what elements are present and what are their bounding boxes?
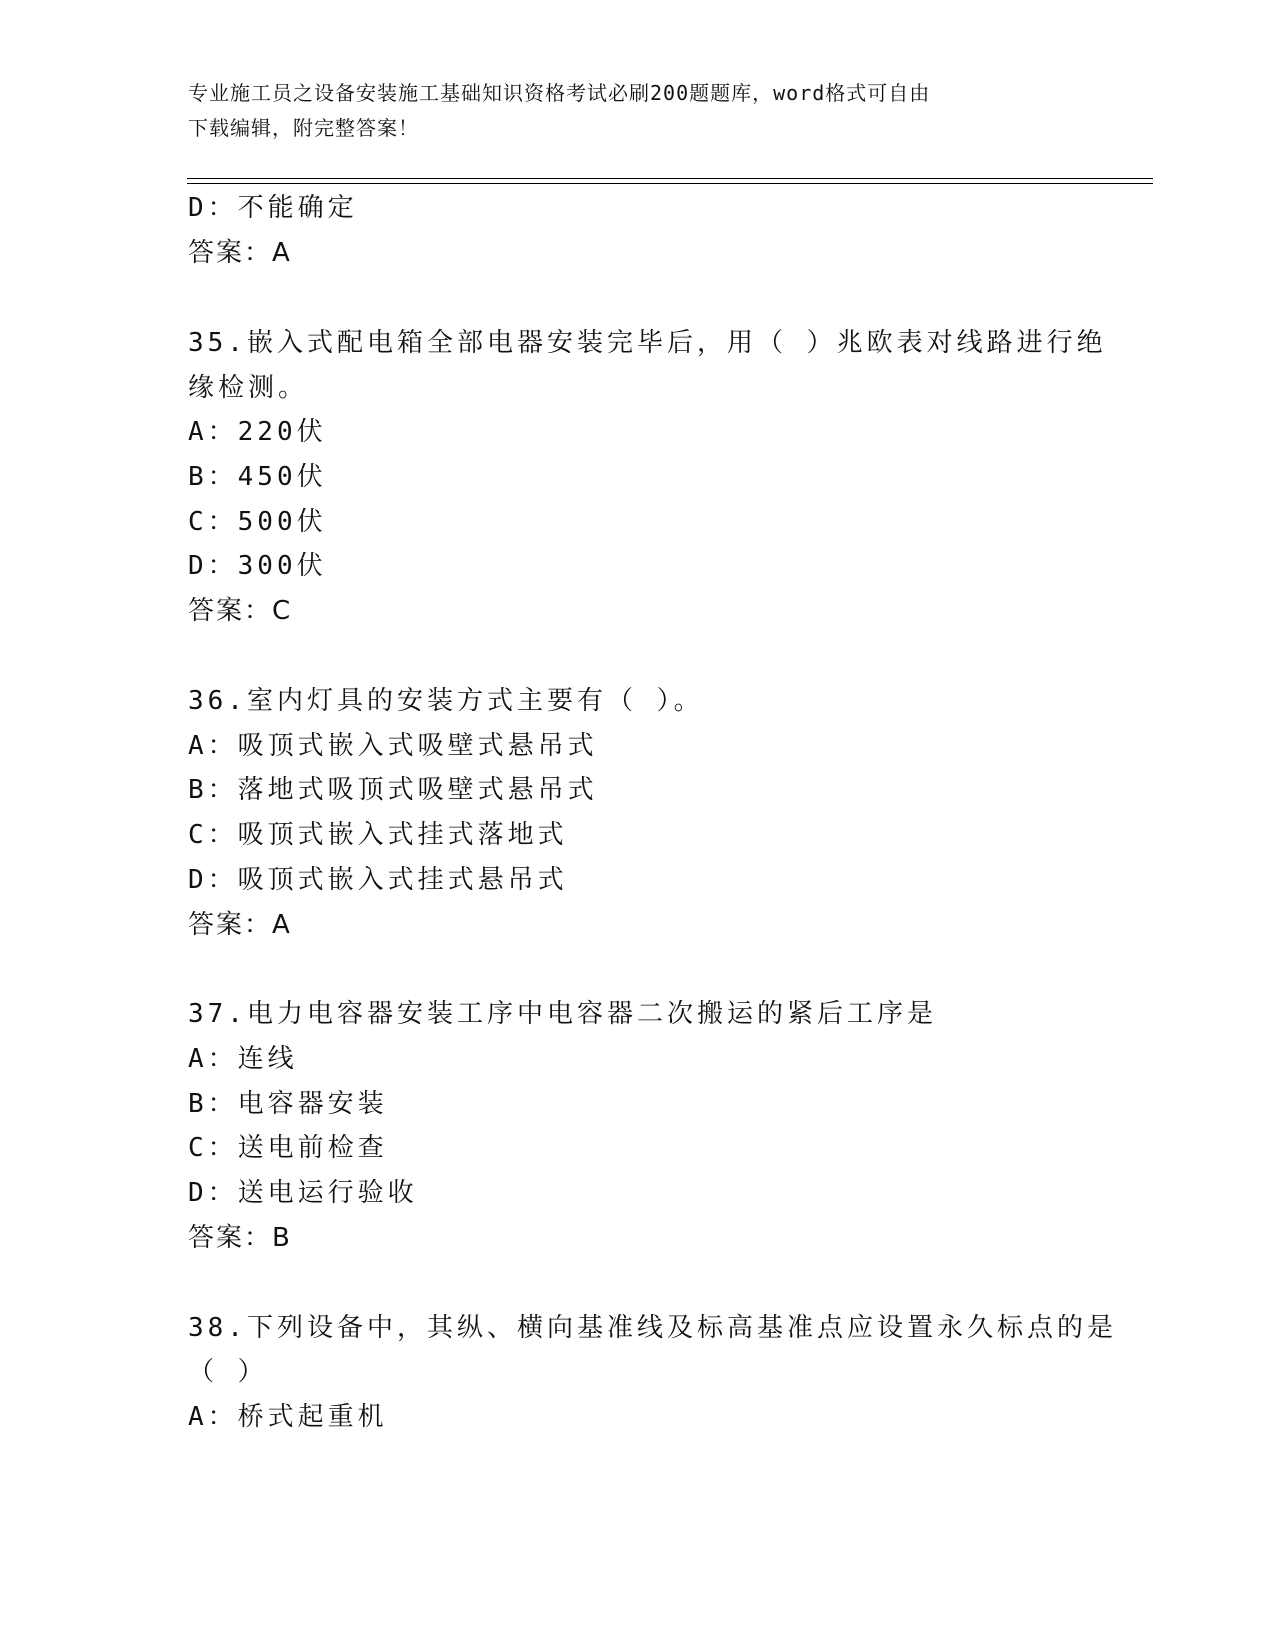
header-title-line1: 专业施工员之设备安装施工基础知识资格考试必刷200题题库，word格式可自由: [188, 81, 931, 105]
q37-option-d: D：送电运行验收: [188, 1178, 418, 1208]
header-divider-top: [187, 178, 1153, 179]
q36-answer: 答案：A: [188, 910, 292, 940]
header-divider-bottom: [187, 183, 1153, 184]
q35-option-a: A：220伏: [188, 417, 327, 447]
q34-answer: 答案：A: [188, 238, 292, 268]
q38-stem-line2: （ ）: [188, 1357, 268, 1387]
q35-answer: 答案：C: [188, 596, 293, 626]
q38-stem-line1: 38.下列设备中，其纵、横向基准线及标高基准点应设置永久标点的是: [188, 1313, 1117, 1343]
q37-option-c: C：送电前检查: [188, 1133, 388, 1163]
q36-option-d: D：吸顶式嵌入式挂式悬吊式: [188, 865, 568, 895]
q35-stem-line2: 缘检测。: [188, 373, 309, 403]
q35-option-b: B：450伏: [188, 462, 327, 492]
q36-stem: 36.室内灯具的安装方式主要有（ ）。: [188, 686, 704, 716]
q35-stem-line1: 35.嵌入式配电箱全部电器安装完毕后，用（ ）兆欧表对线路进行绝: [188, 328, 1107, 358]
q35-option-c: C：500伏: [188, 507, 327, 537]
q37-option-a: A：连线: [188, 1044, 298, 1074]
q36-option-a: A：吸顶式嵌入式吸壁式悬吊式: [188, 731, 598, 761]
q35-option-d: D：300伏: [188, 551, 327, 581]
document-header: [188, 76, 1088, 146]
q34-option-d: D：不能确定: [188, 193, 358, 223]
q37-stem: 37.电力电容器安装工序中电容器二次搬运的紧后工序是: [188, 999, 937, 1029]
q37-answer: 答案：B: [188, 1223, 292, 1253]
q38-option-a: A：桥式起重机: [188, 1402, 388, 1432]
q36-option-c: C：吸顶式嵌入式挂式落地式: [188, 820, 568, 850]
header-title-line2: 下载编辑，附完整答案！: [188, 116, 419, 140]
q36-option-b: B：落地式吸顶式吸壁式悬吊式: [188, 775, 598, 805]
q37-option-b: B：电容器安装: [188, 1089, 388, 1119]
